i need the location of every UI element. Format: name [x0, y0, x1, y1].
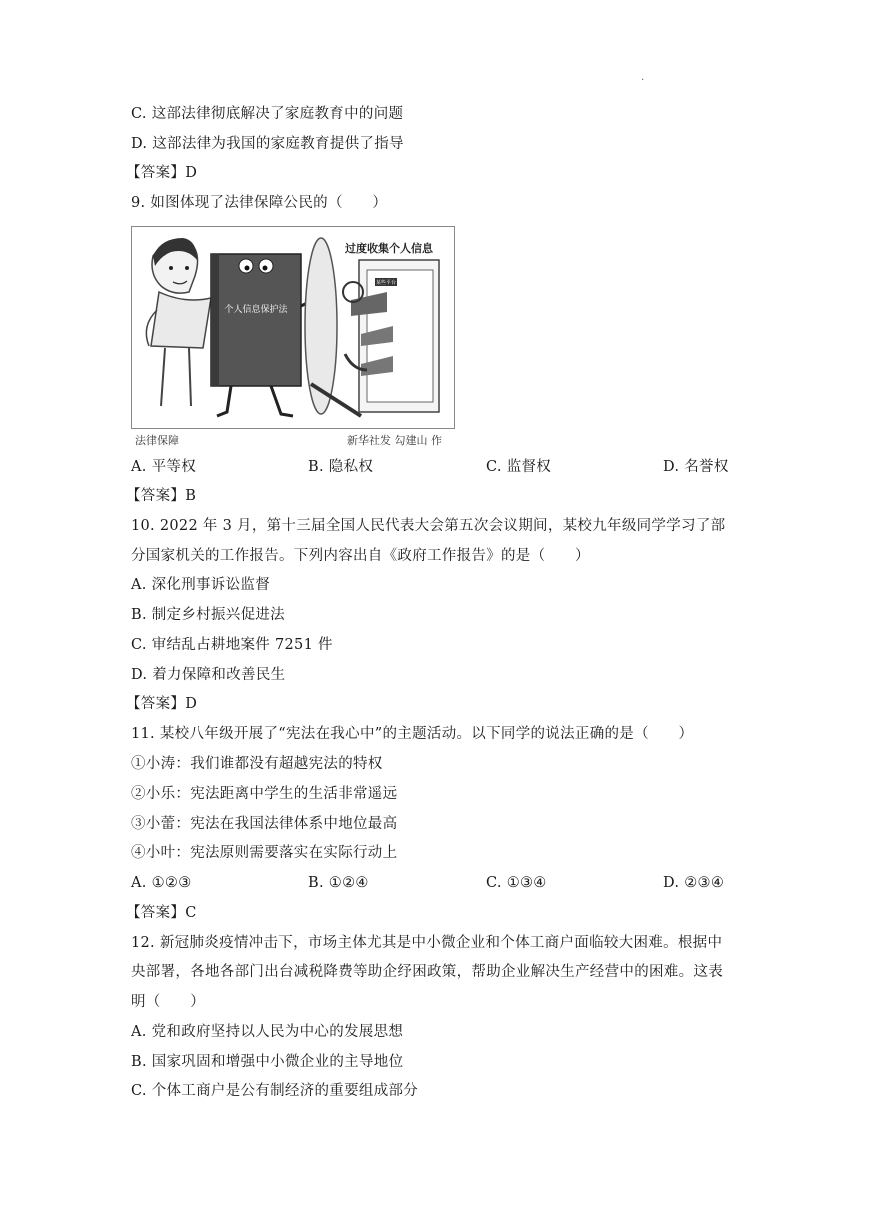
q11-statement-1: ①小涛：我们谁都没有超越宪法的特权 — [131, 756, 383, 772]
q11-answer: 【答案】C — [126, 905, 197, 921]
q11-stem: 11. 某校八年级开展了“宪法在我心中”的主题活动。以下同学的说法正确的是（ ） — [131, 726, 694, 742]
q10-option-b: B. 制定乡村振兴促进法 — [131, 607, 285, 623]
q10-stem-line1: 10. 2022 年 3 月，第十三届全国人民代表大会第五次会议期间，某校九年级同学学习了部 — [131, 518, 726, 534]
q9-answer: 【答案】B — [126, 488, 197, 504]
q12-stem-line3: 明（ ） — [131, 994, 205, 1010]
figure-caption-right: 新华社发 勾建山 作 — [347, 434, 442, 447]
q11-option-a: A. ①②③ — [131, 875, 192, 891]
cartoon-figure — [131, 226, 455, 448]
q8-answer: 【答案】D — [126, 165, 198, 181]
q11-statement-2: ②小乐：宪法距离中学生的生活非常遥远 — [131, 786, 398, 802]
q12-stem-line1: 12. 新冠肺炎疫情冲击下，市场主体尤其是中小微企业和个体工商户面临较大困难。根据中 — [131, 935, 723, 951]
q9-stem: 9. 如图体现了法律保障公民的（ ） — [131, 195, 388, 211]
figure-caption-left: 法律保障 — [135, 434, 179, 447]
q11-statement-4: ④小叶：宪法原则需要落实在实际行动上 — [131, 845, 398, 861]
q11-option-b: B. ①②④ — [308, 875, 369, 891]
q8-option-c: C. 这部法律彻底解决了家庭教育中的问题 — [131, 106, 404, 122]
q10-stem-line2: 分国家机关的工作报告。下列内容出自《政府工作报告》的是（ ） — [131, 548, 590, 564]
q12-stem-line2: 央部署，各地各部门出台减税降费等助企纾困政策，帮助企业解决生产经营中的困难。这表 — [131, 964, 723, 980]
platform-label: 某些平台 — [375, 280, 397, 286]
q12-option-b: B. 国家巩固和增强中小微企业的主导地位 — [131, 1054, 404, 1070]
board-title: 过度收集个人信息 — [345, 242, 433, 255]
q12-option-a: A. 党和政府坚持以人民为中心的发展思想 — [131, 1024, 404, 1040]
q9-option-d: D. 名誉权 — [663, 459, 729, 475]
q10-option-c: C. 审结乱占耕地案件 7251 件 — [131, 637, 333, 653]
q10-option-d: D. 着力保障和改善民生 — [131, 667, 286, 683]
book-title: 个人信息保护法 — [224, 305, 288, 315]
q9-option-b: B. 隐私权 — [308, 459, 374, 475]
q11-option-c: C. ①③④ — [486, 875, 547, 891]
q9-option-a: A. 平等权 — [131, 459, 196, 475]
q8-option-d: D. 这部法律为我国的家庭教育提供了指导 — [131, 136, 404, 152]
q11-option-d: D. ②③④ — [663, 875, 725, 891]
shield-shape — [305, 238, 337, 414]
q10-answer: 【答案】D — [126, 696, 198, 712]
q12-option-c: C. 个体工商户是公有制经济的重要组成部分 — [131, 1083, 419, 1099]
top-mark: . — [641, 72, 645, 83]
q9-option-c: C. 监督权 — [486, 459, 552, 475]
q11-statement-3: ③小蕾：宪法在我国法律体系中地位最高 — [131, 816, 398, 832]
q10-option-a: A. 深化刑事诉讼监督 — [131, 577, 270, 593]
